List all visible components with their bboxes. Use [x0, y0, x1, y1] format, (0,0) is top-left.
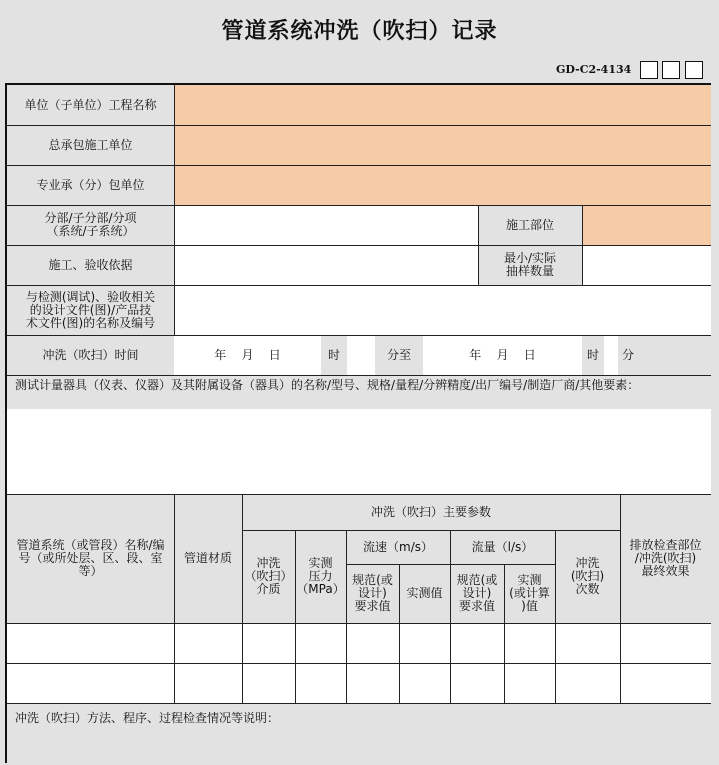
col-medium: 冲洗 （吹扫） 介质	[242, 530, 295, 623]
input-general-contractor[interactable]	[174, 125, 711, 165]
group-velocity: 流速（m/s）	[346, 530, 450, 564]
label-basis: 施工、验收依据	[7, 245, 174, 285]
record-form	[5, 83, 711, 763]
group-main-params: 冲洗（吹扫）主要参数	[242, 494, 620, 530]
label-method: 冲洗（吹扫）方法、程序、过程检查情况等说明：	[7, 703, 711, 765]
label-instruments: 测试计量器具（仪表、仪器）及其附属设备（器具）的名称/型号、规格/量程/分辨精度/出厂编号/制造厂商/其他要素：	[7, 375, 711, 409]
col-velocity-required: 规范(或 设计) 要求值	[346, 564, 399, 623]
label-division: 分部/子分部/分项 （系统/子系统）	[7, 205, 174, 245]
input-sub-contractor[interactable]	[174, 165, 711, 205]
col-flow-required: 规范(或 设计) 要求值	[450, 564, 504, 623]
label-flush-time: 冲洗（吹扫）时间	[7, 335, 174, 375]
input-docs[interactable]	[174, 285, 711, 335]
page-title: 管道系统冲洗（吹扫）记录	[221, 19, 498, 44]
input-instruments[interactable]	[7, 409, 711, 494]
col-flush-times: 冲洗 (吹扫) 次数	[555, 530, 620, 623]
label-docs: 与检测(调试)、验收相关 的设计文件(图)/产品技 术文件(图)的名称及编号	[7, 285, 174, 335]
label-general-contractor: 总承包施工单位	[7, 125, 174, 165]
code-box-3[interactable]	[685, 61, 703, 79]
label-sub-contractor: 专业承（分）包单位	[7, 165, 174, 205]
input-end-date[interactable]: 年 月 日	[423, 335, 582, 375]
form-code: GD-C2-4134	[556, 63, 632, 76]
input-sample-qty[interactable]	[582, 245, 711, 285]
label-sample-qty: 最小/实际 抽样数量	[478, 245, 582, 285]
label-location: 施工部位	[478, 205, 582, 245]
col-result: 排放检查部位 /冲洗(吹扫) 最终效果	[620, 494, 711, 623]
label-minute-2: 分	[618, 335, 711, 375]
label-hour-2: 时	[582, 335, 604, 375]
input-end-hour[interactable]	[604, 335, 618, 375]
code-box-1[interactable]	[640, 61, 658, 79]
input-start-date[interactable]: 年 月 日	[174, 335, 321, 375]
col-pressure: 实测 压力 （MPa）	[295, 530, 346, 623]
label-unit-project: 单位（子单位）工程名称	[7, 85, 174, 125]
col-velocity-measured: 实测值	[399, 564, 450, 623]
label-hour-1: 时	[321, 335, 347, 375]
input-unit-project[interactable]	[174, 85, 711, 125]
input-location[interactable]	[582, 205, 711, 245]
input-start-hour[interactable]	[347, 335, 375, 375]
group-flow: 流量（l/s）	[450, 530, 555, 564]
input-basis[interactable]	[174, 245, 478, 285]
label-minute-to: 分至	[375, 335, 423, 375]
col-pipe-system: 管道系统（或管段）名称/编号（或所处层、区、段、室等）	[7, 494, 174, 623]
col-material: 管道材质	[174, 494, 242, 623]
code-box-2[interactable]	[662, 61, 680, 79]
col-flow-measured: 实测 (或计算 )值	[504, 564, 555, 623]
input-division[interactable]	[174, 205, 478, 245]
